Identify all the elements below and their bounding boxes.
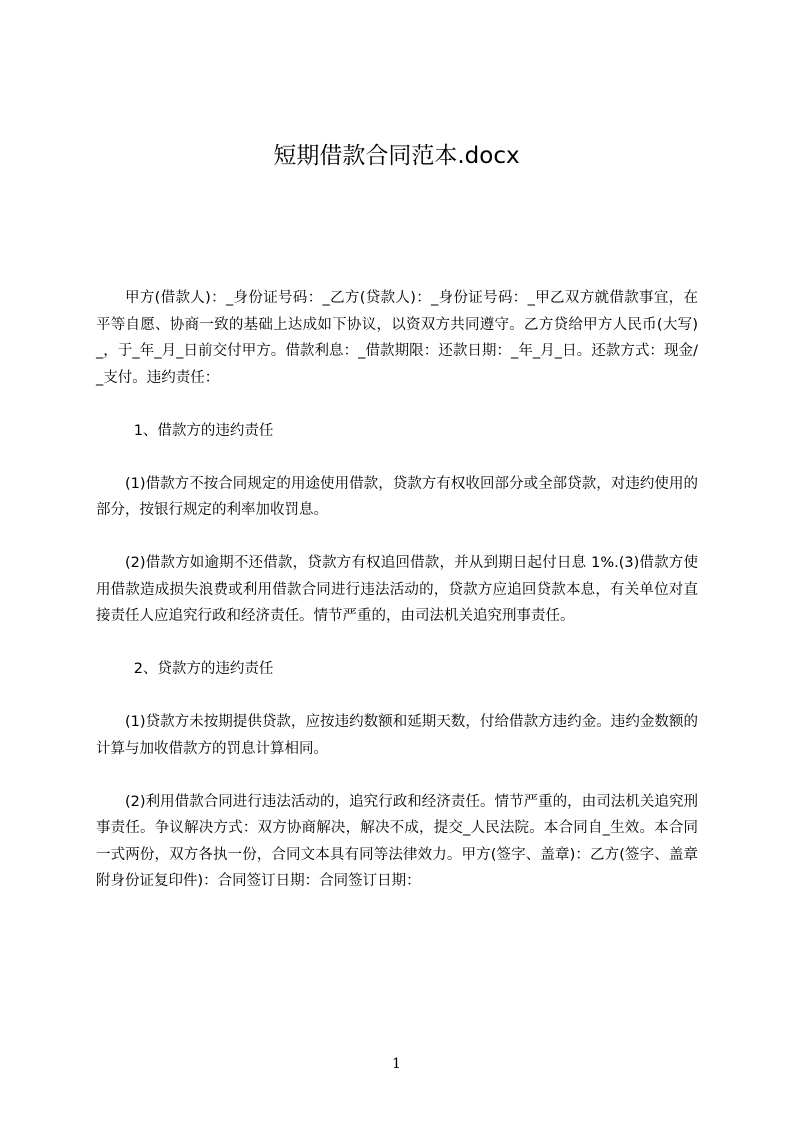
paragraph-lender-clause-2: (2)利用借款合同进行违法活动的，追究行政和经济责任。情节严重的，由司法机关追究刑事责任。争议解决方式：双方协商解决，解决不成，提交_人民法院。本合同自_生效。本合同一式两份，双方各执一份，合同文本具有同等法律效力。甲方(签字、盖章)：乙方(签字、盖章附身份证复印件)：合同签订日期：合同签订日期：	[96, 793, 698, 889]
paragraph-borrower-clause-2-3: (2)借款方如逾期不还借款，贷款方有权追回借款，并从到期日起付日息 1%.(3)借款方使用借款造成损失浪费或利用借款合同进行违法活动的，贷款方应追回贷款本息，有关单位对直接责任人应追究行政和经济责任。情节严重的，由司法机关追究刑事责任。	[96, 555, 698, 624]
section-heading-lender-liability: 2、贷款方的违约责任	[133, 661, 274, 677]
page-number: 1	[392, 1056, 401, 1072]
paragraph-parties: 甲方(借款人)：_身份证号码：_乙方(贷款人)：_身份证号码：_甲乙双方就借款事宜，在平等自愿、协商一致的基础上达成如下协议，以资双方共同遵守。乙方贷给甲方人民币(大写)_，于_年_月_日前交付甲方。借款利息：_借款期限：还款日期：_年_月_日。还款方式：现金/_支付。违约责任：	[96, 290, 698, 386]
section-heading-borrower-liability: 1、借款方的违约责任	[133, 422, 274, 439]
paragraph-lender-clause-1: (1)贷款方未按期提供贷款，应按违约数额和延期天数，付给借款方违约金。违约金数额的计算与加收借款方的罚息计算相同。	[96, 714, 698, 757]
paragraph-borrower-clause-1: (1)借款方不按合同规定的用途使用借款，贷款方有权收回部分或全部贷款，对违约使用的部分，按银行规定的利率加收罚息。	[96, 475, 698, 518]
document-body	[96, 285, 698, 921]
document-title: 短期借款合同范本.docx	[273, 143, 520, 169]
